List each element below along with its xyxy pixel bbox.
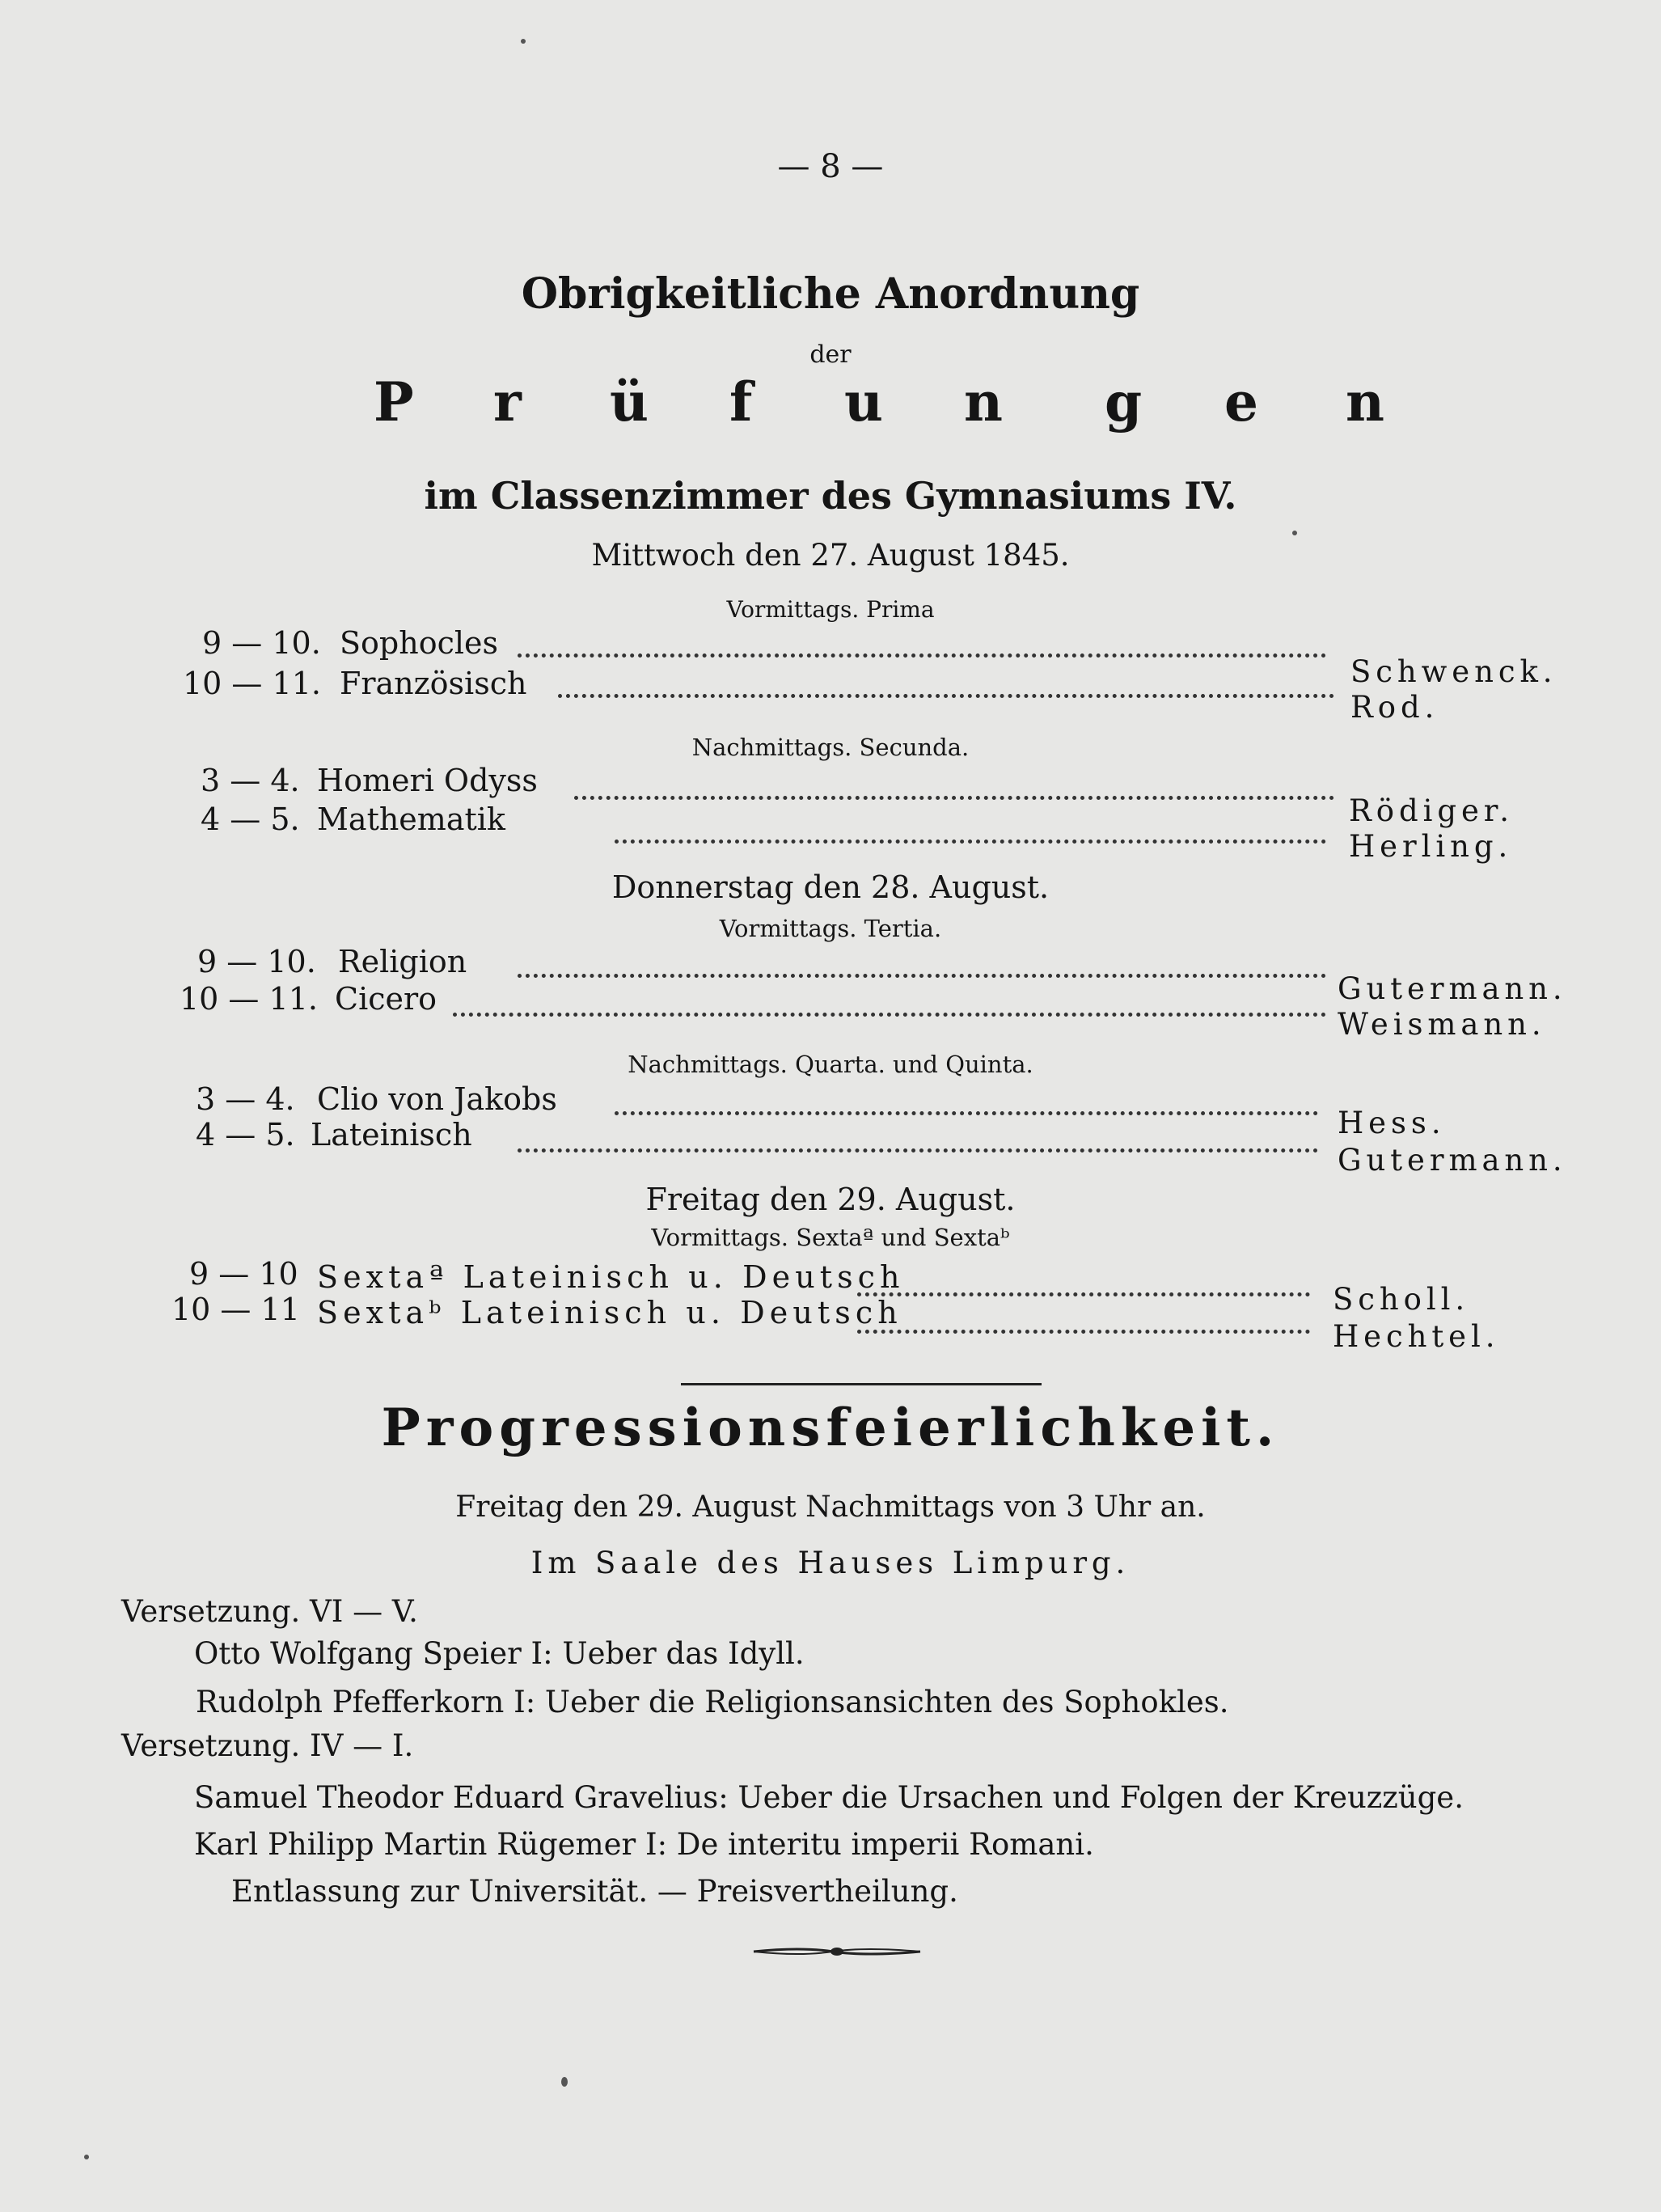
session-label: Vormittags. Tertia. <box>719 915 942 942</box>
dot-leader <box>857 1292 1310 1296</box>
paper-fleck <box>521 39 526 44</box>
row-teacher: Weismann. <box>1338 1007 1546 1042</box>
row-time: 9 — 10 <box>189 1256 298 1292</box>
dot-leader <box>615 1111 1318 1115</box>
pruefungen-letter: P <box>374 370 414 434</box>
row-time: 3 — 4. <box>201 763 300 798</box>
row-subject: Mathematik <box>317 801 505 837</box>
row-subject: Religion <box>338 944 467 979</box>
session-label: Nachmittags. Secunda. <box>691 734 970 761</box>
pruefungen-letter: ü <box>610 370 649 434</box>
dot-leader <box>857 1330 1310 1334</box>
speech-line: Samuel Theodor Eduard Gravelius: Ueber die Ursachen und Folgen der Kreuzzüge. <box>194 1780 1464 1815</box>
row-teacher: Hechtel. <box>1333 1319 1500 1354</box>
paper-fleck <box>1292 531 1297 535</box>
celebration-title: Progressionsfeierlichkeit. <box>381 1398 1280 1458</box>
dot-leader <box>574 796 1334 800</box>
row-time: 4 — 5. <box>196 1117 295 1153</box>
row-subject: Sophocles <box>340 625 499 661</box>
pruefungen-letter: g <box>1105 370 1143 434</box>
row-subject: Clio von Jakobs <box>317 1081 557 1117</box>
pruefungen-letter: f <box>729 370 753 434</box>
pruefungen-letter: e <box>1224 370 1258 434</box>
paper-fleck <box>561 2077 568 2087</box>
row-subject: Sextaª Lateinisch u. Deutsch <box>317 1259 905 1295</box>
location-line: im Classenzimmer des Gymnasiums IV. <box>424 474 1237 518</box>
row-time: 4 — 5. <box>201 801 300 837</box>
row-teacher: Gutermann. <box>1338 1143 1567 1178</box>
row-teacher: Schwenck. <box>1350 654 1557 689</box>
closing-line: Entlassung zur Universität. — Preisvertheilung. <box>231 1874 958 1909</box>
dot-leader <box>518 1148 1318 1153</box>
speech-line: Otto Wolfgang Speier I: Ueber das Idyll. <box>194 1636 805 1671</box>
pruefungen-letter: n <box>964 370 1003 434</box>
row-time: 10 — 11. <box>183 666 321 701</box>
day-heading: Donnerstag den 28. August. <box>611 869 1050 905</box>
celebration-where: Im Saale des Hauses Limpurg. <box>530 1546 1131 1580</box>
row-teacher: Rod. <box>1350 690 1439 725</box>
paper-fleck <box>84 2155 89 2159</box>
row-teacher: Rödiger. <box>1349 793 1514 828</box>
row-subject: Sextaᵇ Lateinisch u. Deutsch <box>317 1295 902 1330</box>
row-teacher: Herling. <box>1349 829 1513 864</box>
row-teacher: Gutermann. <box>1338 971 1567 1006</box>
day-heading: Mittwoch den 27. August 1845. <box>591 538 1070 573</box>
pruefungen-letter: r <box>493 370 522 434</box>
session-label: Vormittags. Sextaª und Sextaᵇ <box>651 1224 1010 1251</box>
pruefungen-letter: n <box>1346 370 1384 434</box>
page-number: — 8 — <box>777 148 884 185</box>
row-teacher: Hess. <box>1338 1106 1446 1140</box>
row-time: 10 — 11 <box>171 1292 300 1327</box>
row-time: 3 — 4. <box>196 1081 295 1117</box>
row-time: 9 — 10. <box>197 944 316 979</box>
session-label: Vormittags. Prima <box>726 596 935 623</box>
promotion-line: Versetzung. VI — V. <box>121 1594 418 1629</box>
row-subject: Homeri Odyss <box>317 763 538 798</box>
dot-leader <box>518 653 1326 658</box>
celebration-when: Freitag den 29. August Nachmittags von 3 Uhr an. <box>455 1491 1206 1524</box>
der-word: der <box>809 340 852 369</box>
section-divider <box>681 1383 1042 1385</box>
speech-line: Rudolph Pfefferkorn I: Ueber die Religionsansichten des Sophokles. <box>196 1685 1229 1719</box>
day-heading: Freitag den 29. August. <box>645 1182 1016 1217</box>
row-subject: Cicero <box>335 981 437 1017</box>
row-subject: Lateinisch <box>311 1117 472 1153</box>
dot-leader <box>558 694 1334 698</box>
speech-line: Karl Philipp Martin Rügemer I: De interitu imperii Romani. <box>194 1827 1094 1862</box>
promotion-line: Versetzung. IV — I. <box>121 1728 414 1763</box>
pruefungen-letter: u <box>844 370 883 434</box>
dot-leader <box>518 974 1326 978</box>
session-label: Nachmittags. Quarta. und Quinta. <box>628 1051 1033 1078</box>
title-heading: Obrigkeitliche Anordnung <box>521 269 1140 319</box>
row-time: 10 — 11. <box>180 981 318 1017</box>
row-subject: Französisch <box>340 666 527 701</box>
row-time: 9 — 10. <box>202 625 321 661</box>
closing-ornament <box>752 1945 922 1958</box>
dot-leader <box>453 1013 1326 1017</box>
row-teacher: Scholl. <box>1333 1282 1470 1317</box>
dot-leader <box>615 840 1326 844</box>
